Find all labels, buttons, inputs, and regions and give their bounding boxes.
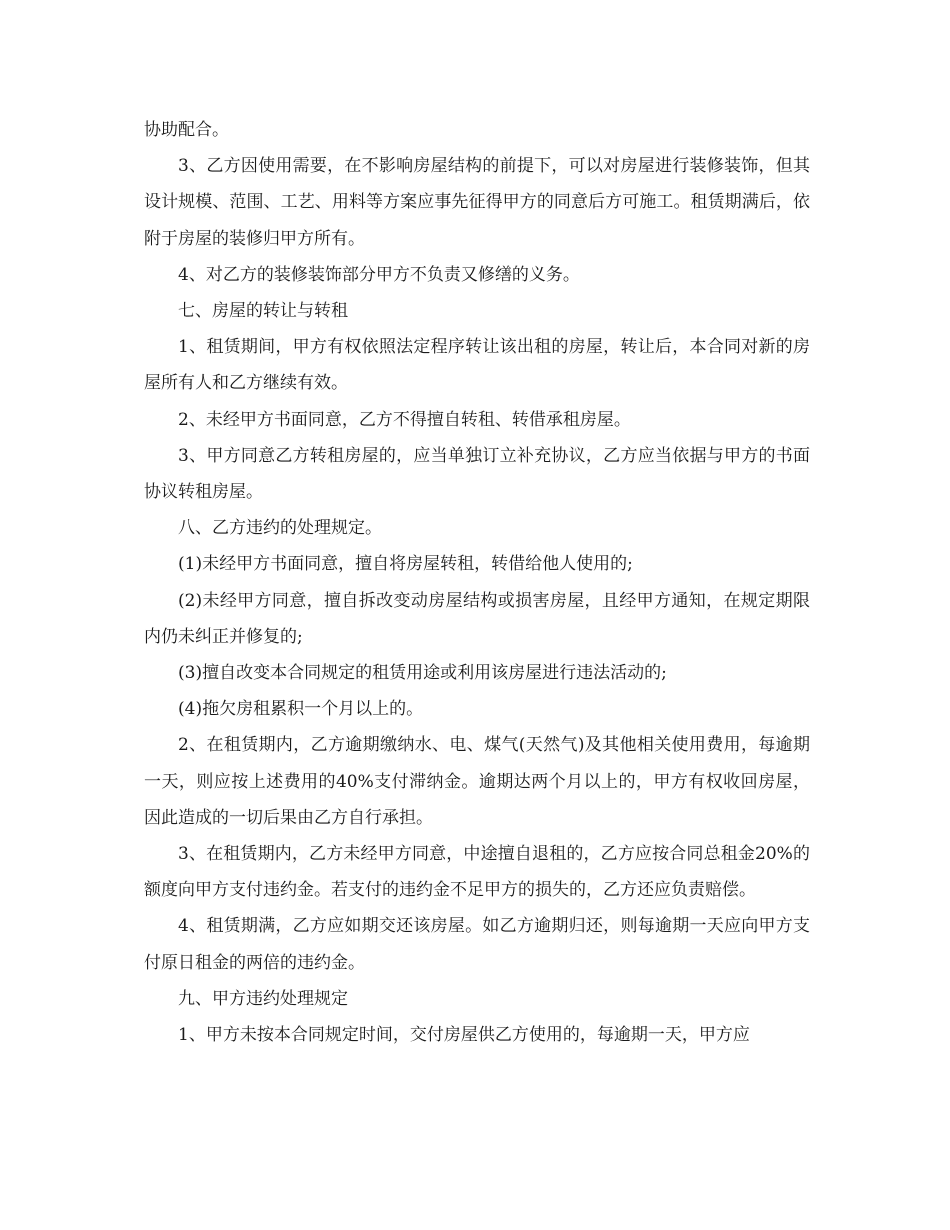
paragraph: 协助配合。	[144, 120, 229, 140]
paragraph: (4)拖欠房租累积一个月以上的。	[178, 699, 424, 720]
paragraph: (2)未经甲方同意，擅自拆改变动房屋结构或损害房屋，且经甲方通知，在规定期限内仍未纠正并修复的;	[144, 590, 810, 647]
paragraph: (1)未经甲方书面同意，擅自将房屋转租，转借给他人使用的;	[178, 554, 633, 575]
paragraph: 1、甲方未按本合同规定时间，交付房屋供乙方使用的，每逾期一天，甲方应	[178, 1025, 750, 1046]
paragraph: 1、租赁期间，甲方有权依照法定程序转让该出租的房屋，转让后，本合同对新的房屋所有人和乙方继续有效。	[144, 337, 810, 394]
paragraph: 4、租赁期满，乙方应如期交还该房屋。如乙方逾期归还，则每逾期一天应向甲方支付原日租金的两倍的违约金。	[144, 916, 810, 973]
section-heading: 七、房屋的转让与转租	[178, 301, 348, 322]
paragraph: 3、甲方同意乙方转租房屋的，应当单独订立补充协议，乙方应当依据与甲方的书面协议转租房屋。	[144, 445, 810, 503]
paragraph: 3、在租赁期内，乙方未经甲方同意，中途擅自退租的，乙方应按合同总租金20%的额度向甲方支付违约金。若支付的违约金不足甲方的损失的，乙方还应负责赔偿。	[144, 844, 810, 901]
paragraph: 2、未经甲方书面同意，乙方不得擅自转租、转借承租房屋。	[178, 409, 631, 430]
section-heading: 九、甲方违约处理规定	[178, 988, 348, 1009]
section-heading: 八、乙方违约的处理规定。	[178, 518, 382, 539]
paragraph: 4、对乙方的装修装饰部分甲方不负责又修缮的义务。	[178, 264, 580, 285]
paragraph: 2、在租赁期内，乙方逾期缴纳水、电、煤气(天然气)及其他相关使用费用，每逾期一天，则应按上述费用的40%支付滞纳金。逾期达两个月以上的，甲方有权收回房屋，因此造成的一切后果由乙方自行承担。	[144, 735, 810, 828]
paragraph: 3、乙方因使用需要，在不影响房屋结构的前提下，可以对房屋进行装修装饰，但其设计规模、范围、工艺、用料等方案应事先征得甲方的同意后方可施工。租赁期满后，依附于房屋的装修归甲方所有。	[144, 156, 810, 249]
paragraph: (3)擅自改变本合同规定的租赁用途或利用该房屋进行违法活动的;	[178, 663, 667, 684]
